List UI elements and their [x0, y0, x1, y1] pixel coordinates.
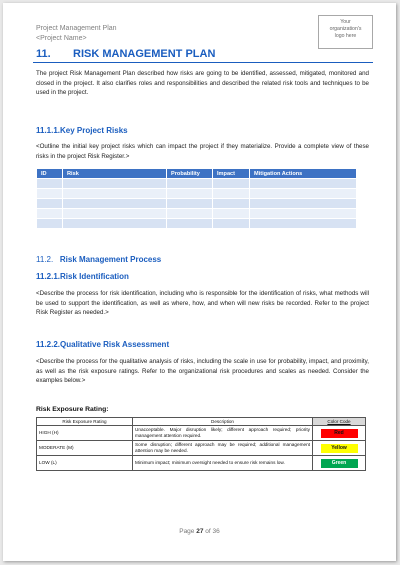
logo-placeholder: [318, 15, 373, 49]
description-cell: Minimum impact; minimum oversight needed to ensure risk remains low.: [133, 456, 313, 471]
description-cell: Unacceptable. Major disruption likely; different approach required; priority management attention required.: [133, 426, 313, 441]
color-swatch: Green: [321, 459, 358, 468]
page-of: of: [205, 528, 211, 535]
rating-cell: MODERATE (M): [37, 441, 133, 456]
page-footer: [3, 528, 396, 535]
column-header: Description: [133, 418, 313, 426]
exposure-table: [36, 417, 366, 471]
key-risks-text: <Outline the initial key project risks which can impact the project if they materialize. Provide a complete view of these risks in the project Risk Register.>: [36, 143, 369, 160]
key-risks-table: [36, 168, 357, 229]
identification-heading: 11.2.1.Risk Identification: [36, 272, 129, 281]
logo-line: organization's: [329, 26, 362, 33]
table-row: [37, 189, 357, 199]
color-swatch: Yellow: [321, 444, 358, 453]
table-row: [37, 426, 366, 441]
table-row: [37, 456, 366, 471]
header-title: Project Management Plan: [36, 25, 117, 32]
page-prefix: Page: [179, 528, 195, 535]
header-subtitle: <Project Name>: [36, 35, 87, 42]
process-heading: [36, 255, 161, 264]
logo-line: logo here: [334, 33, 357, 40]
column-header: ID: [37, 169, 63, 179]
color-cell: [313, 456, 366, 471]
table-row: [37, 179, 357, 189]
process-number: 11.2.: [36, 255, 54, 264]
column-header: Mitigation Actions: [250, 169, 357, 179]
page-total: 36: [212, 528, 220, 535]
column-header: Risk Exposure Rating: [37, 418, 133, 426]
document-page: [3, 3, 396, 561]
column-header: Color Code: [313, 418, 366, 426]
intro-paragraph: The project Risk Management Plan described how risks are going to be identified, assessed, mitigated, monitored and closed in the project. It also clarifies roles and responsibilities and described the related risk tools and techniques to be used in the project.: [36, 70, 369, 97]
table-row: [37, 441, 366, 456]
color-cell: [313, 426, 366, 441]
column-header: Risk: [63, 169, 167, 179]
key-risks-heading: 11.1.1.Key Project Risks: [36, 126, 128, 135]
color-cell: [313, 441, 366, 456]
page-current: 27: [196, 528, 204, 535]
table-row: [37, 219, 357, 229]
identification-text: <Describe the process for risk identification, including who is responsible for the identification of risks, what methods will be used to support the identification, as well as where, how, and when will new risks be recorded. Refer to the project Risk Register as needed.>: [36, 290, 369, 317]
process-title: Risk Management Process: [59, 255, 162, 264]
table-row: [37, 209, 357, 219]
rating-cell: LOW (L): [37, 456, 133, 471]
section-number: 11.: [36, 48, 51, 60]
qualitative-heading: 11.2.2.Qualitative Risk Assessment: [36, 340, 170, 349]
section-heading: [33, 47, 373, 63]
rating-cell: HIGH (H): [37, 426, 133, 441]
column-header: Probability: [167, 169, 213, 179]
exposure-title: Risk Exposure Rating:: [36, 406, 109, 413]
section-title: RISK MANAGEMENT PLAN: [73, 48, 216, 60]
column-header: Impact: [213, 169, 250, 179]
qualitative-text: <Describe the process for the qualitative analysis of risks, including the scale in use for probability, impact, and proximity, as well as the risk exposure ratings. Refer to the organizational risk procedures and scales as needed. Consider the examples below.>: [36, 358, 369, 385]
table-row: [37, 199, 357, 209]
color-swatch: Red: [321, 429, 358, 438]
description-cell: Some disruption; different approach may be required; additional management attention may be needed.: [133, 441, 313, 456]
logo-line: Your: [340, 19, 351, 25]
